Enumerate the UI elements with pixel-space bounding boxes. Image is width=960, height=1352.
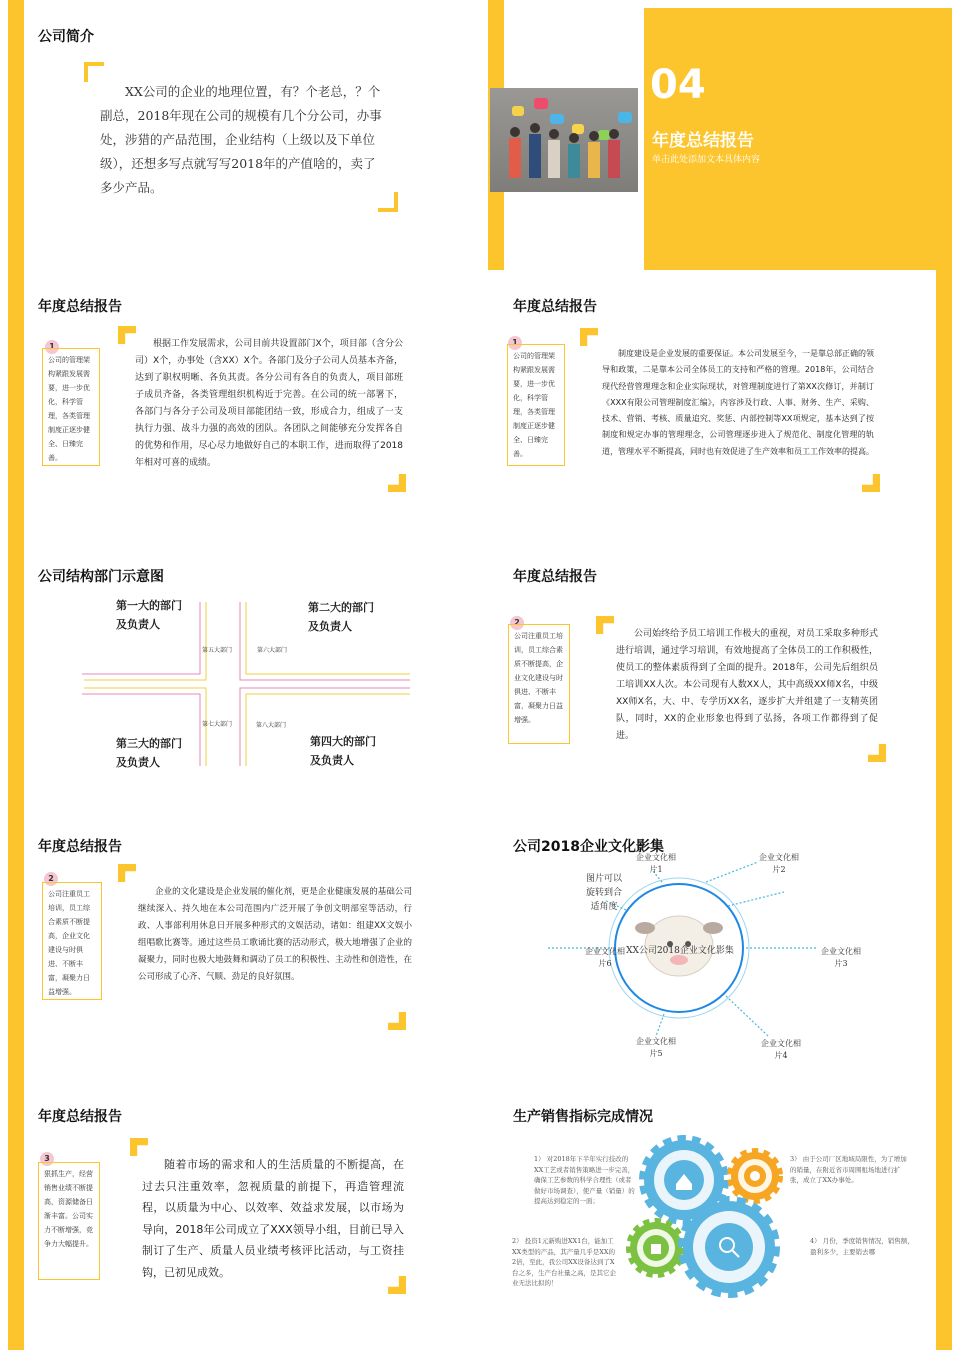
- slide-title: 年度总结报告: [38, 1109, 122, 1125]
- report-text: 根据工作发展需求，公司目前共设置部门X个，项目部（含分公司）X个，办事处（含XX）X个。各部门及分子公司人员基本齐备，达到了职权明晰、各负其责。各分公司有各自的负责人，项目部班子成员齐备，各类管理组织机构近于完善。在公司的统一部署下，各部门与各分子公司及项目部能团结一致，形成合力，组成了一支执行力强、战斗力强的高效的团队。各团队之间能够充分发挥各自的优势和作用，尽心尽力地做好自己的本职工作，进而取得了2018年相对可喜的成绩。: [135, 339, 403, 468]
- corner-decoration: [862, 474, 880, 492]
- sub-dept-6: 第六大部门: [257, 647, 288, 654]
- number-badge: 3: [40, 1152, 54, 1166]
- report-text: 企业的文化建设是企业发展的催化剂，更是企业健康发展的基础公司继续深入、持久地在本公司范围内广泛开展了争创文明部室等活动，行政、人事部利用休息日开展多种形式的文娱活动，诸如：组建XX文娱小组唱歌比赛等。通过这些员工歌诵比赛的活动形式，极大地增强了企业的凝聚力，同时也极大地鼓舞和调动了员工的积极性、主动性和创造性，在公司形成了心齐、气顺、劲足的良好氛围。: [138, 887, 412, 982]
- corner-decoration: [596, 616, 614, 634]
- orange-gear-icon: [731, 1152, 779, 1200]
- album-center-label: XX公司2018企业文化影集: [626, 946, 734, 956]
- report-text: 制度建设是企业发展的重要保证。本公司发展至今，一是靠总部正确的领导和政策，二是靠本公司全体员工的支持和严格的管理。2018年，公司结合现代经营管理理念和企业实际现状，对管理制度进行了第XX次修订，并制订《XXX有限公司管理制度汇编》，内容涉及行政、人事、财务、生产、采购、技术、营销、考核、质量追究、奖惩、内部控制等XX项规定，基本达到了按制度和规定办事的管理理念，公司管理逐步进入了规范化、制度化管理的轨道，管理水平不断提高，同时也有效促进了生产效率和员工工作效率的提高。: [602, 349, 874, 456]
- slide-company-intro: [0, 0, 480, 270]
- number-badge: 2: [510, 616, 524, 630]
- slide-production-kpi: [480, 1080, 960, 1350]
- intro-text: XX公司的企业的地理位置，有？个老总，？个副总，2018年现在公司的规模有几个分公司，办事处，涉猎的产品范围，企业结构（上级以及下单位级），还想多写点就写写2018年的产值啥的，卖了多少产品。: [100, 84, 382, 195]
- number-badge: 1: [45, 340, 59, 354]
- corner-decoration: [868, 744, 886, 762]
- corner-decoration: [118, 326, 136, 344]
- corner-decoration: [118, 864, 136, 882]
- sub-dept-8: 第八大部门: [256, 722, 287, 729]
- side-note: 公司的管理架构紧跟发展需要，进一步优化，科学管理，各类管理制度正逐步健全、日臻完善。: [42, 348, 100, 466]
- corner-decoration: [84, 62, 104, 82]
- accent-bar: [8, 270, 24, 540]
- number-badge: 2: [44, 872, 58, 886]
- photo-label-5: 企业文化相片5: [636, 1037, 676, 1058]
- section-title: 年度总结报告: [652, 131, 754, 151]
- slide-title: 生产销售指标完成情况: [513, 1109, 653, 1125]
- photo-label-3: 企业文化相片3: [821, 947, 861, 968]
- report-text: 随着市场的需求和人的生活质量的不断提高，在过去只注重效率，忽视质量的前提下，再造管理流程，以质量为中心、以效率、效益求发展，以市场为导向，2018年公司成立了XXX领导小组，目前已导入制订了生产、质量人员业绩考核评比活动，与工资挂钩，已初见成效。: [142, 1158, 404, 1279]
- corner-decoration: [388, 474, 406, 492]
- slide-annual-report-2: [480, 270, 960, 540]
- dept-1: 第一大的部门及负责人: [116, 599, 182, 631]
- section-subtitle: 单击此处添加文本具体内容: [652, 155, 761, 165]
- photo-label-2: 企业文化相片2: [759, 853, 799, 874]
- accent-bar: [8, 0, 24, 270]
- slide-culture-album: [480, 810, 960, 1080]
- side-note: 公司的管理架构紧跟发展需要，进一步优化，科学管理，各类管理制度正逐步健全、日臻完善。: [507, 344, 565, 466]
- kpi-note-4: 4） 月份，季度销售情况，销售额，盈利多少，主要销去哪: [810, 1237, 914, 1256]
- org-diagram: [0, 540, 480, 810]
- photo-label-6: 企业文化相片6: [585, 947, 625, 968]
- kpi-note-1: 1） 对2018年下半年实行技改的XX工艺或者销售策略进一步完善，确保工艺参数的科学合理性（或者做好市场调查），使产量（销量）的提高达到稳定的一面；: [534, 1155, 635, 1205]
- sub-dept-7: 第七大部门: [202, 721, 233, 728]
- accent-bar: [8, 1080, 24, 1350]
- dept-3: 第三大的部门及负责人: [116, 737, 182, 769]
- number-badge: 1: [508, 336, 522, 350]
- report-text: 公司始终给予员工培训工作极大的重视，对员工采取多种形式进行培训，通过学习培训，有效地提高了全体员工的工作积极性，使员工的整体素质得到了全面的提升。2018年，公司先后组织员工培训XX人次。本公司现有人数XX人，其中高级XX师X名，中级XX师X名，大、中、专学历XX名，逐步扩大并组建了一支精英团队，同时，XX的企业形象也得到了弘扬，各项工作都得到了促进。: [616, 629, 878, 741]
- dept-4: 第四大的部门及负责人: [310, 735, 376, 767]
- slide-title: 年度总结报告: [513, 299, 597, 315]
- slide-title: 公司结构部门示意图: [38, 569, 164, 585]
- photo-label-4: 企业文化相片4: [761, 1039, 801, 1060]
- corner-decoration: [388, 1012, 406, 1030]
- slide-title: 年度总结报告: [513, 569, 597, 585]
- rotate-note: 图片可以旋转到合适角度: [585, 874, 622, 912]
- slide-org-chart: [0, 540, 480, 810]
- slide-title: 年度总结报告: [38, 299, 122, 315]
- slide-annual-report-1: [0, 270, 480, 540]
- photo-label-1: 企业文化相片1: [636, 853, 676, 874]
- kpi-note-3: 3） 由于公司厂区地域局限性，为了增加的销量，在附近省市周围租场地进行扩张，成立了XX办事处。: [790, 1155, 907, 1184]
- side-note: 公司注重员工培训，员工综合素质不断提高，企业文化建设与时俱进、不断丰富，凝聚力日益增强。: [42, 882, 102, 1000]
- accent-bar: [8, 810, 24, 1080]
- slide-title: 公司2018企业文化影集: [513, 839, 664, 855]
- dept-2: 第二大的部门及负责人: [308, 601, 374, 633]
- group-photo: [490, 88, 638, 192]
- slide-title: 年度总结报告: [38, 839, 122, 855]
- side-note: 公司注重员工培训，员工综合素质不断提高，企业文化建设与时俱进、不断丰富，凝聚力日益增强。: [508, 624, 570, 744]
- slide-annual-report-3: [480, 540, 960, 810]
- sub-dept-5: 第五大部门: [202, 647, 233, 654]
- green-gear-icon: [630, 1222, 682, 1274]
- slide-section-cover: [480, 0, 960, 270]
- blue-gear-large-icon: [683, 1201, 775, 1293]
- kpi-note-2: 2） 投资1元新购进XX1台，能加工XX类型的产品，其产量几乎是XX的2倍，至此，我公司XX设备达到了X台之多，生产台社量之高，是其它企业无法比拟的！: [512, 1237, 616, 1287]
- slide-annual-report-5: [0, 1080, 480, 1350]
- side-note: 狠抓生产，经营销售业绩不断提高，资源储备日渐丰富。公司实力不断增强，竞争力大幅提升。: [38, 1162, 100, 1280]
- corner-decoration: [580, 328, 598, 346]
- slide-annual-report-4: [0, 810, 480, 1080]
- people-illustration-icon: [490, 88, 638, 192]
- accent-bar: [936, 540, 952, 810]
- accent-bar: [936, 270, 952, 540]
- slide-title: 公司简介: [38, 29, 94, 45]
- section-number: 04: [650, 62, 706, 108]
- gears-diagram: [480, 1080, 960, 1350]
